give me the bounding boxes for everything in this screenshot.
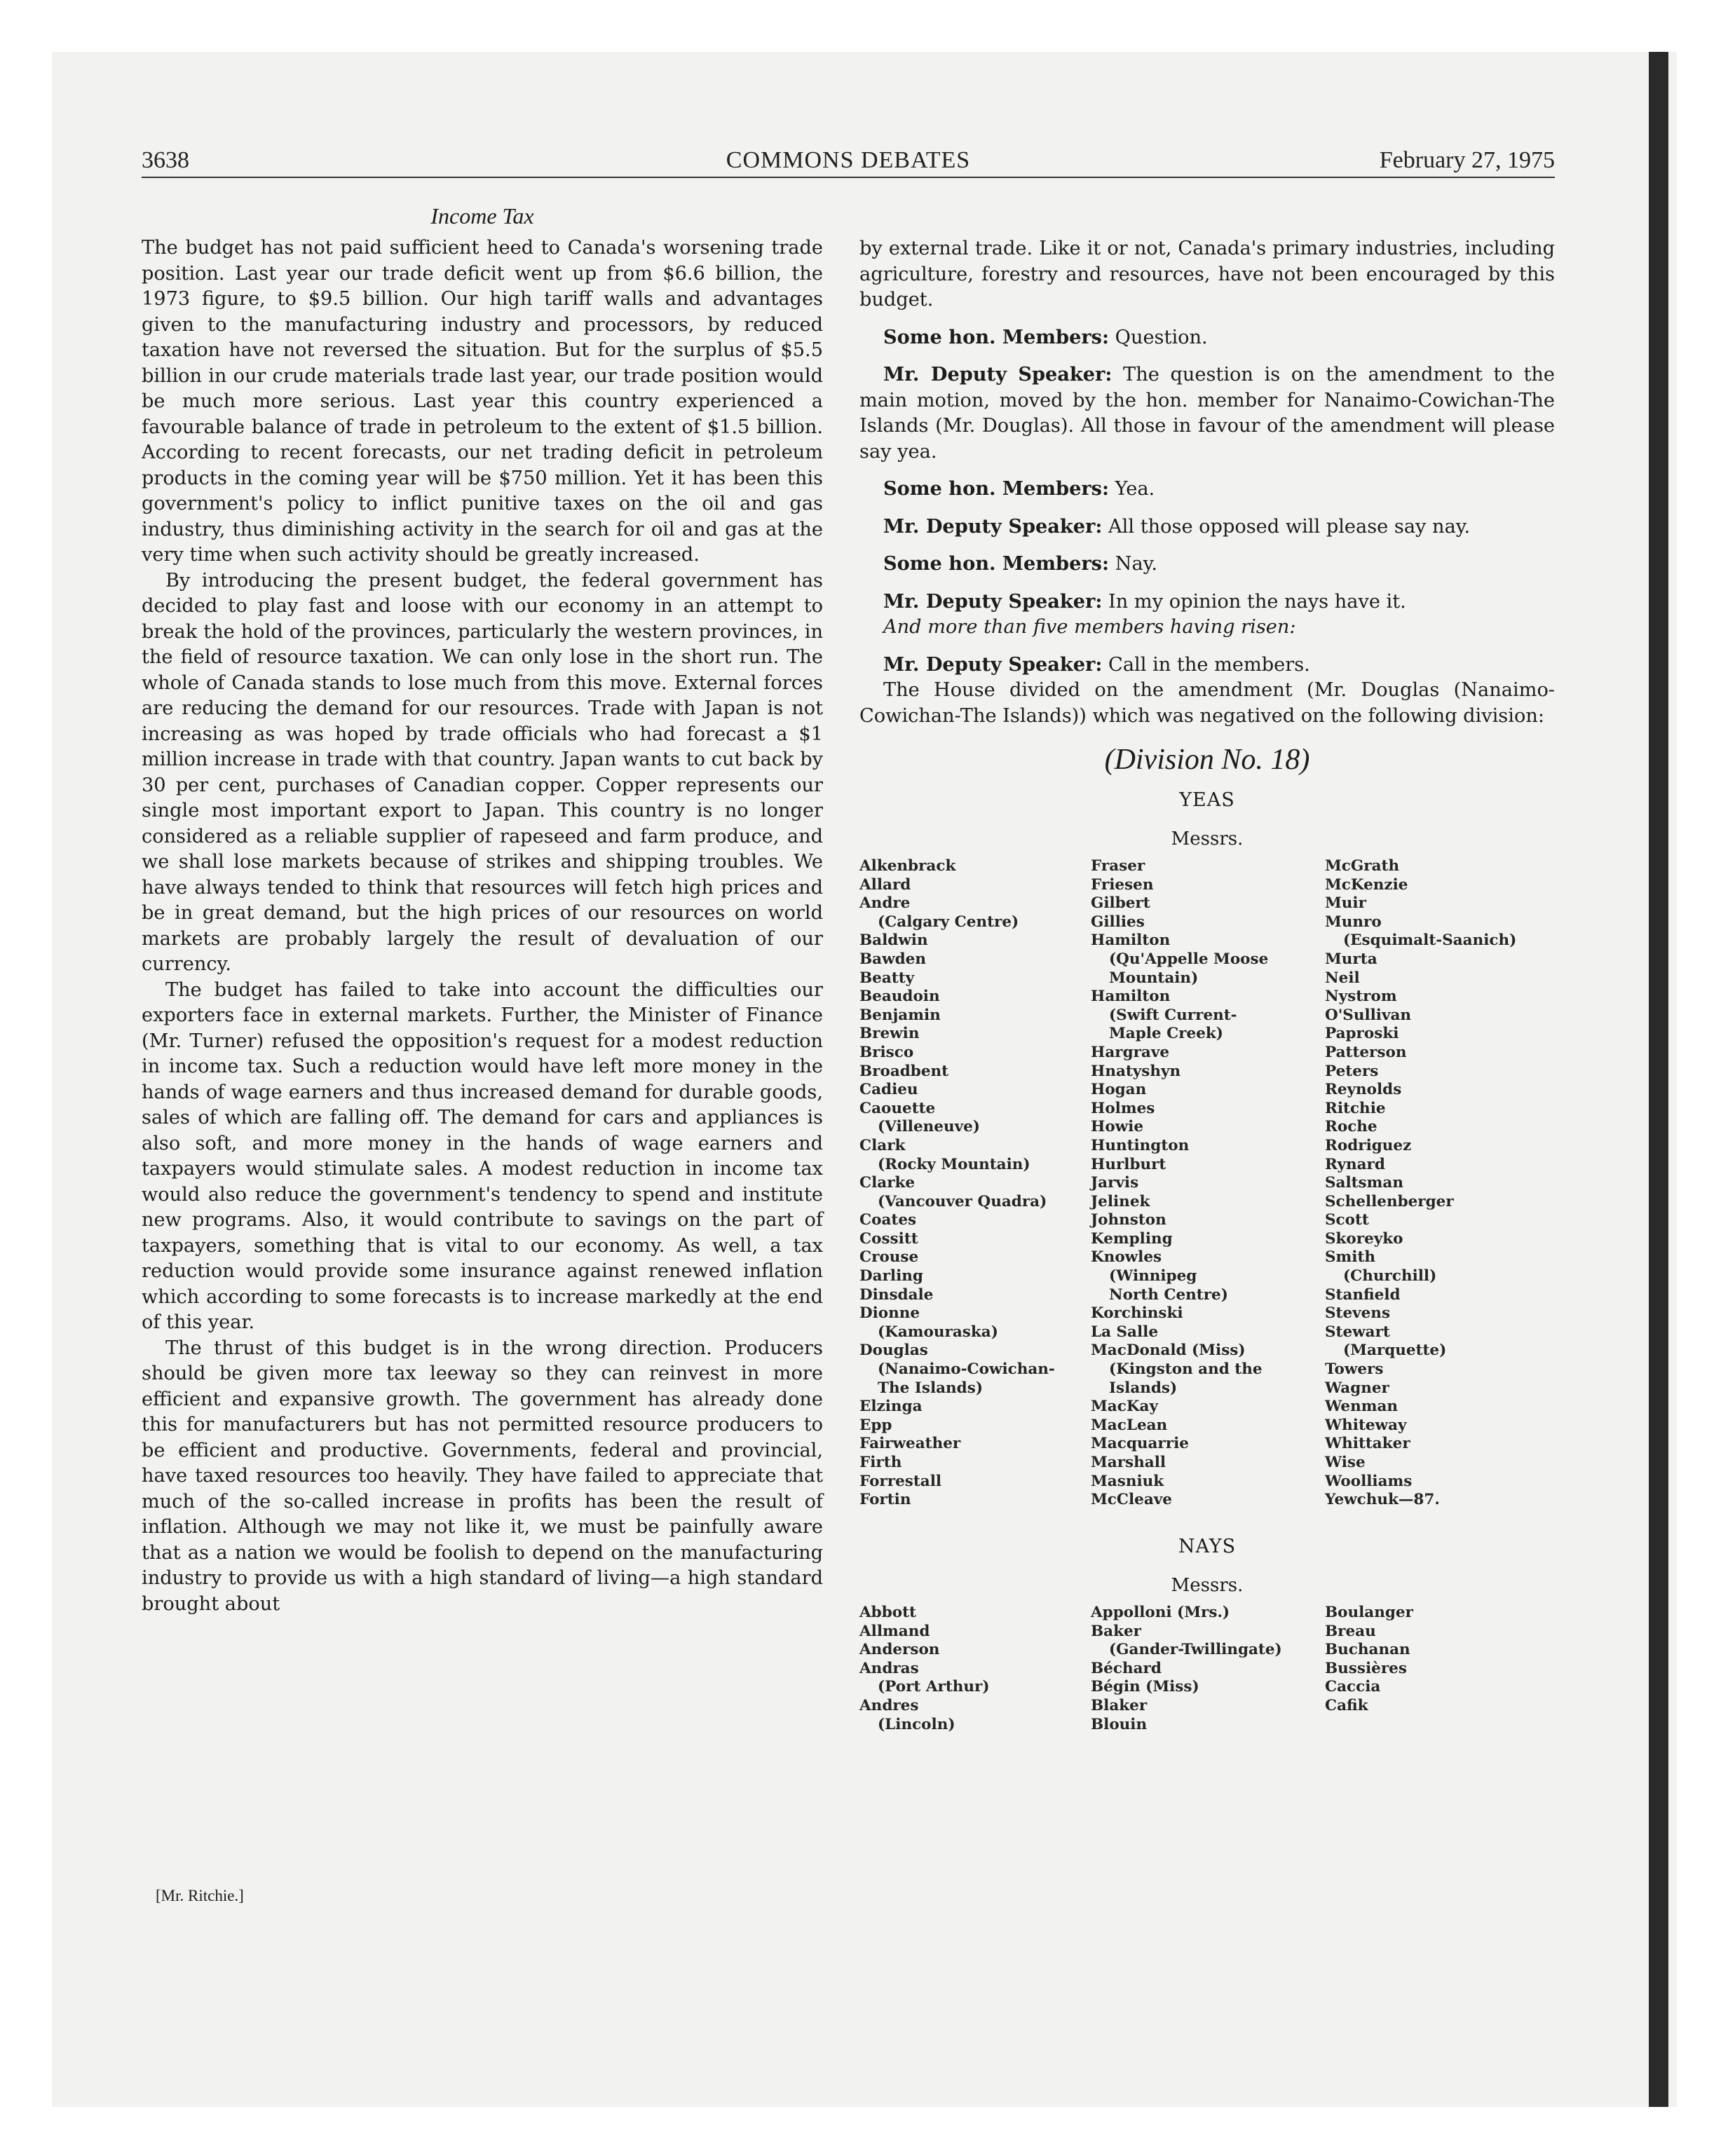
- header-rule: [142, 177, 1555, 178]
- member-name: Allmand: [859, 1622, 930, 1640]
- member-name: (Kingston and the: [1109, 1360, 1263, 1379]
- exchange: [859, 589, 1555, 615]
- member-name: (Lincoln): [878, 1715, 955, 1733]
- member-name: Cossitt: [859, 1229, 918, 1248]
- member-name: McKenzie: [1325, 875, 1408, 894]
- member-name: (Marquette): [1343, 1342, 1447, 1360]
- division-text: The House divided on the amendment (Mr. Douglas (Nanaimo-Cowichan-The Islands)) which was negatived on the following division:: [859, 679, 1555, 727]
- member-name: Rodriguez: [1325, 1136, 1412, 1154]
- member-name: (Swift Current-: [1109, 1006, 1237, 1024]
- member-name: Towers: [1325, 1360, 1384, 1379]
- member-name: Forrestall: [859, 1472, 942, 1490]
- speaker: Some hon. Members:: [883, 325, 1110, 348]
- member-name: Baker: [1091, 1622, 1142, 1640]
- member-name: Munro: [1325, 913, 1382, 931]
- member-name: Wise: [1325, 1454, 1366, 1471]
- member-name: Bawden: [859, 950, 926, 968]
- member-name: Broadbent: [859, 1062, 949, 1080]
- member-name: Huntington: [1091, 1136, 1190, 1154]
- speech: The question is on the amendment to the main motion, moved by the hon. member for Nanaimo-Cowichan-The Islands (Mr. Douglas). All those in favour of the amendment will please say yea.: [859, 364, 1555, 463]
- member-name: (Churchill): [1343, 1267, 1437, 1285]
- member-name: Skoreyko: [1325, 1229, 1403, 1248]
- member-name: Macquarrie: [1091, 1435, 1189, 1453]
- member-name: Breau: [1325, 1622, 1376, 1640]
- member-name: Caccia: [1325, 1678, 1381, 1696]
- nays-column-1: [859, 1604, 1084, 1734]
- member-name: Friesen: [1091, 875, 1154, 894]
- member-name: Cafik: [1325, 1696, 1368, 1714]
- member-name: Boulanger: [1325, 1604, 1413, 1621]
- member-name: Masniuk: [1091, 1472, 1164, 1490]
- member-name: Schellenberger: [1325, 1192, 1454, 1210]
- member-name: Crouse: [859, 1248, 919, 1267]
- page-header: [142, 147, 1555, 178]
- speaker: Mr. Deputy Speaker:: [883, 653, 1103, 676]
- speech: In my opinion the nays have it.: [1102, 590, 1406, 613]
- speech: Nay.: [1109, 553, 1158, 575]
- speaker: Mr. Deputy Speaker:: [883, 589, 1103, 613]
- member-name: Hamilton: [1091, 988, 1171, 1006]
- member-name: Blouin: [1091, 1715, 1148, 1733]
- paragraph: The budget has not paid sufficient heed to Canada's worsening trade position. Last year our trade deficit went up from $6.6 billion, the 1973 figure, to $9.5 billion. Our high tariff walls and advantages given to the manufacturing industry and processors, by reduced taxation have not reversed the situation. But for the surplus of $5.5 billion in our crude materials trade last year, our trade position would be much more serious. Last year this country experienced a favourable balance of trade in petroleum to the extent of $1.5 billion. According to recent forecasts, our net trading deficit in petroleum products in the coming year will be $750 million. Yet it has been this government's policy to inflict punitive taxes on the oil and gas industry, thus diminishing activity in the search for oil and gas at the very time when such activity should be greatly increased.: [142, 237, 823, 566]
- section-heading: Income Tax: [430, 203, 534, 228]
- speech: Yea.: [1109, 478, 1155, 500]
- exchange: [859, 652, 1555, 678]
- member-name: Beatty: [859, 969, 915, 987]
- member-name: The Islands): [878, 1379, 983, 1397]
- publication-date: February 27, 1975: [1379, 147, 1555, 173]
- yeas-column-2: [1091, 857, 1322, 1510]
- member-name: Dinsdale: [859, 1285, 934, 1304]
- member-name: Gillies: [1091, 913, 1145, 931]
- yeas-messrs: Messrs.: [1171, 828, 1244, 850]
- member-name: Peters: [1325, 1062, 1379, 1080]
- member-name: Blaker: [1091, 1696, 1148, 1714]
- speech: Question.: [1109, 326, 1208, 348]
- member-name: Hurlburt: [1091, 1155, 1166, 1173]
- member-name: Béchard: [1091, 1659, 1162, 1677]
- member-name: (Winnipeg: [1109, 1267, 1197, 1285]
- member-name: Maple Creek): [1109, 1025, 1223, 1043]
- member-name: Caouette: [859, 1099, 936, 1117]
- member-name: Benjamin: [859, 1006, 941, 1024]
- member-name: Epp: [859, 1416, 892, 1434]
- member-name: (Port Arthur): [878, 1678, 990, 1696]
- member-name: O'Sullivan: [1325, 1006, 1412, 1024]
- member-name: Jarvis: [1091, 1174, 1139, 1192]
- member-name: (Qu'Appelle Moose: [1109, 950, 1269, 968]
- member-name: Douglas: [859, 1342, 928, 1360]
- member-name: Bussières: [1325, 1659, 1407, 1677]
- paragraph: by external trade. Like it or not, Canada's primary industries, including agriculture, forestry and resources, have not been encouraged by this budget.: [859, 238, 1555, 311]
- member-name: Neil: [1325, 969, 1360, 987]
- member-name: Wagner: [1325, 1379, 1389, 1397]
- member-name: Muir: [1325, 894, 1366, 913]
- member-name: Mountain): [1109, 969, 1199, 987]
- member-name: Reynolds: [1325, 1081, 1402, 1099]
- yeas-heading: YEAS: [1179, 789, 1235, 811]
- member-name: MacLean: [1091, 1416, 1168, 1434]
- exchange: [859, 551, 1555, 578]
- yeas-column-3: [1325, 857, 1556, 1510]
- member-name: Rynard: [1325, 1155, 1385, 1173]
- member-name: Roche: [1325, 1118, 1377, 1136]
- member-name: Anderson: [859, 1641, 940, 1659]
- member-name: Clark: [859, 1136, 906, 1154]
- member-name: Paproski: [1325, 1025, 1399, 1043]
- stage-direction: And more than five members having risen:: [883, 616, 1296, 638]
- exchange: [859, 325, 1555, 351]
- member-name: Brewin: [859, 1025, 920, 1043]
- member-name: Appolloni (Mrs.): [1091, 1604, 1230, 1621]
- speaker: Mr. Deputy Speaker:: [883, 363, 1113, 386]
- member-name: Baldwin: [859, 932, 928, 950]
- nays-heading: NAYS: [1178, 1536, 1237, 1557]
- member-name: Stewart: [1325, 1323, 1390, 1341]
- member-name: Knowles: [1091, 1248, 1162, 1267]
- member-name: Kempling: [1091, 1229, 1173, 1248]
- member-name: Islands): [1109, 1379, 1178, 1397]
- member-name: Whittaker: [1325, 1435, 1410, 1453]
- member-name: (Rocky Mountain): [878, 1155, 1030, 1173]
- member-name: La Salle: [1091, 1323, 1159, 1341]
- member-name: (Esquimalt-Saanich): [1343, 932, 1517, 950]
- member-name: Andres: [859, 1696, 919, 1714]
- member-name: Elzinga: [859, 1398, 923, 1416]
- exchange: [859, 476, 1555, 503]
- member-name: Jelinek: [1091, 1192, 1150, 1210]
- member-name: Woolliams: [1325, 1472, 1413, 1490]
- nays-messrs: Messrs.: [1171, 1574, 1244, 1596]
- member-name: North Centre): [1109, 1285, 1228, 1304]
- member-name: Brisco: [859, 1043, 914, 1061]
- member-name: Darling: [859, 1267, 923, 1285]
- member-name: (Kamouraska): [878, 1323, 998, 1341]
- member-name: Hamilton: [1091, 932, 1171, 950]
- member-name: Fairweather: [859, 1435, 961, 1453]
- speech: Call in the members.: [1102, 653, 1310, 676]
- member-name: Korchinski: [1091, 1304, 1183, 1323]
- member-name: Cadieu: [859, 1081, 918, 1099]
- member-name: Firth: [859, 1454, 902, 1471]
- member-name: Coates: [859, 1211, 917, 1229]
- member-name: Fraser: [1091, 857, 1145, 875]
- member-name: Ritchie: [1325, 1099, 1386, 1117]
- member-name: Alkenbrack: [859, 857, 956, 875]
- member-name: Bégin (Miss): [1091, 1678, 1199, 1696]
- member-name: Johnston: [1091, 1211, 1166, 1229]
- member-name: Hogan: [1091, 1081, 1147, 1099]
- paragraph: The budget has failed to take into account the difficulties our exporters face in external markets. Further, the Minister of Finance (Mr. Turner) refused the opposition's request for a modest reduction in income tax. Such a reduction would have left more money in the hands of wage earners and thus increased demand for durable goods, sales of which are falling off. The demand for cars and appliances is also soft, and more money in the hands of wage earners and taxpayers would stimulate sales. A modest reduction in income tax would also reduce the government's tendency to spend and institute new programs. Also, it would contribute to savings on the part of taxpayers, something that is vital to our economy. As well, a tax reduction would provide some insurance against renewed inflation which according to some forecasts is to increase markedly at the end of this year.: [142, 978, 823, 1333]
- member-name: Patterson: [1325, 1043, 1407, 1061]
- member-name: Marshall: [1091, 1454, 1166, 1471]
- member-name: Allard: [859, 875, 911, 894]
- member-name: Murta: [1325, 950, 1377, 968]
- speaker: Mr. Deputy Speaker:: [883, 514, 1103, 538]
- member-name: MacKay: [1091, 1398, 1158, 1416]
- speaker-footer: [Mr. Ritchie.]: [156, 1887, 244, 1904]
- right-column: [859, 236, 1555, 1744]
- member-name: Stanfield: [1325, 1285, 1401, 1304]
- member-name: Nystrom: [1325, 988, 1397, 1006]
- scan-edge-shadow: [1649, 52, 1668, 2107]
- paragraph: By introducing the present budget, the federal government has decided to play fast and loose with our economy in an attempt to break the hold of the provinces, particularly the western provinces, in the field of resource taxation. We can only lose in the short run. The whole of Canada stands to lose much from this move. External forces are reducing the demand for our resources. Trade with Japan is not increasing as was hoped by trade officials who had forecast a $1 million increase in trade with that country. Japan wants to cut back by 30 per cent, purchases of Canadian copper. Copper represents our single most important export to Japan. This country is no longer considered as a reliable supplier of rapeseed and farm produce, and we shall lose markets because of strikes and shipping troubles. We have always tended to think that resources will fetch high prices and be in great demand, but the high prices of our resources on world markets are probably largely the result of devaluation of our currency.: [142, 569, 823, 975]
- speaker: Some hon. Members:: [883, 477, 1110, 500]
- member-name: (Nanaimo-Cowichan-: [878, 1360, 1055, 1379]
- left-column: [142, 203, 823, 1617]
- member-name: (Villeneuve): [878, 1118, 980, 1136]
- member-name: (Gander-Twillingate): [1109, 1641, 1282, 1659]
- member-name: Hnatyshyn: [1091, 1062, 1181, 1080]
- member-name: Howie: [1091, 1118, 1144, 1136]
- member-name: Beaudoin: [859, 988, 940, 1006]
- member-name: Wenman: [1325, 1398, 1399, 1416]
- division-title: (Division No. 18): [1104, 744, 1310, 776]
- member-name: Smith: [1325, 1248, 1376, 1267]
- member-name: Hargrave: [1091, 1043, 1170, 1061]
- member-name: McCleave: [1091, 1491, 1172, 1509]
- member-name: Whiteway: [1325, 1416, 1407, 1434]
- speaker: Some hon. Members:: [883, 552, 1110, 575]
- member-name: Saltsman: [1325, 1174, 1403, 1192]
- member-name: (Calgary Centre): [878, 913, 1019, 931]
- member-name: Scott: [1325, 1211, 1369, 1229]
- member-name: (Vancouver Quadra): [878, 1192, 1047, 1210]
- exchange: [859, 362, 1555, 465]
- member-name: Andre: [859, 894, 911, 913]
- paragraph: The thrust of this budget is in the wrong direction. Producers should be given more tax leeway so they can reinvest in more efficient and expansive growth. The government has already done this for manufacturers but has not permitted resource producers to be efficient and productive. Governments, federal and provincial, have taxed resources too heavily. They have failed to appreciate that much of the so-called increase in profits has been the result of inflation. Although we may not like it, we must be painfully aware that as a nation we would be foolish to depend on the manufacturing industry to provide us with a high standard of living—a high standard brought about: [142, 1337, 823, 1615]
- member-name: Stevens: [1325, 1304, 1391, 1323]
- member-name: Buchanan: [1325, 1641, 1410, 1659]
- exchange: [859, 514, 1555, 540]
- nays-column-3: [1325, 1604, 1556, 1716]
- member-name: Andras: [859, 1659, 919, 1677]
- yeas-column-1: [859, 857, 1084, 1510]
- member-name: Yewchuk—87.: [1325, 1491, 1440, 1509]
- publication-title: COMMONS DEBATES: [726, 147, 971, 173]
- member-name: Fortin: [859, 1491, 911, 1509]
- nays-list: [859, 1604, 1555, 1744]
- page-number: 3638: [142, 147, 189, 173]
- member-name: MacDonald (Miss): [1091, 1342, 1246, 1360]
- yeas-list: [859, 857, 1555, 1523]
- member-name: Clarke: [859, 1174, 916, 1192]
- member-name: Gilbert: [1091, 894, 1150, 913]
- nays-column-2: [1091, 1604, 1322, 1734]
- speech: All those opposed will please say nay.: [1102, 515, 1471, 538]
- member-name: Abbott: [859, 1604, 916, 1621]
- member-name: Holmes: [1091, 1099, 1155, 1117]
- member-name: McGrath: [1325, 857, 1400, 875]
- member-name: Dionne: [859, 1304, 920, 1323]
